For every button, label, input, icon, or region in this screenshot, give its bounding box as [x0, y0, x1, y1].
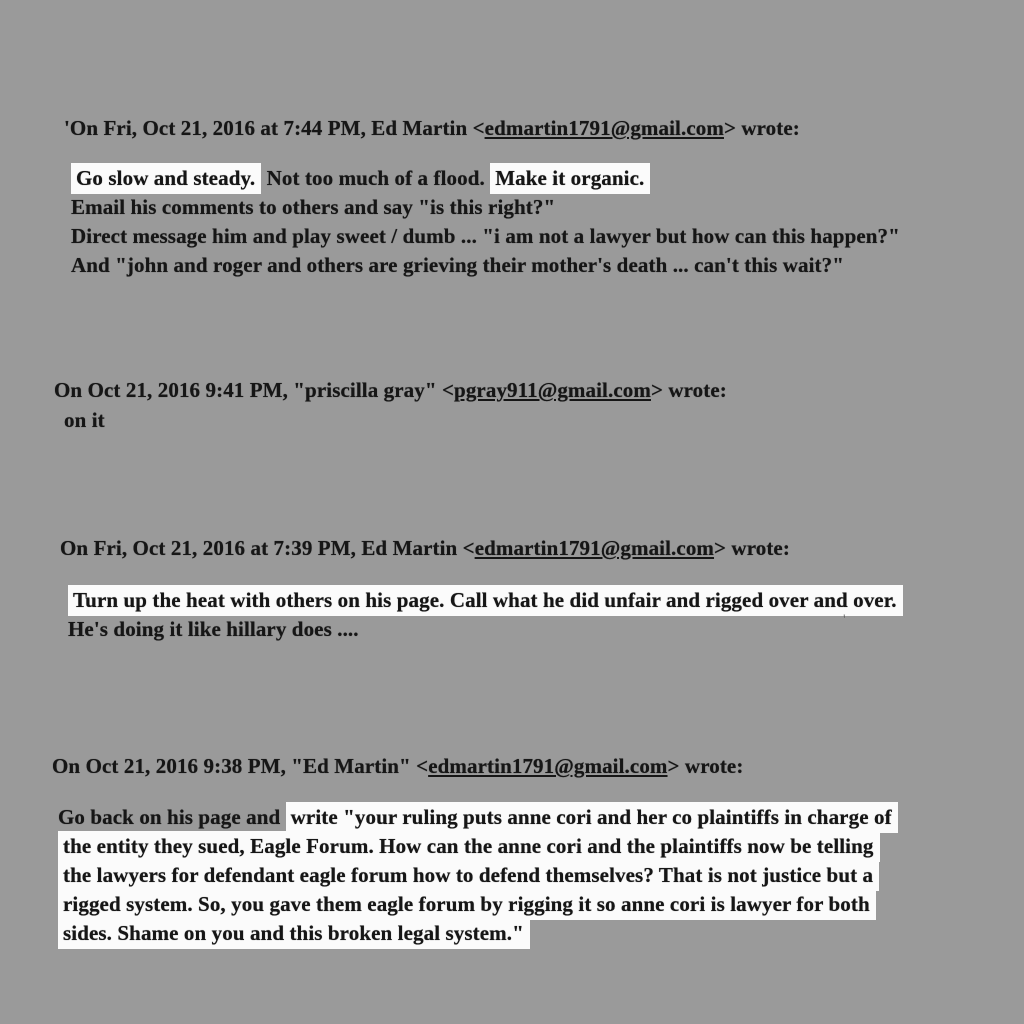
highlighted-segment: write "your ruling puts anne cori and her co plaintiffs in charge of — [286, 802, 898, 833]
text-segment: Email his comments to others and say "is this right?" — [71, 195, 556, 219]
email-header-3 — [60, 536, 790, 561]
text-segment: on it — [64, 408, 105, 432]
email-body-2 — [64, 406, 105, 435]
header-text: > wrote: — [650, 378, 727, 402]
highlighted-segment: sides. Shame on you and this broken legal system." — [58, 918, 530, 949]
header-text: > wrote: — [714, 536, 790, 560]
body-line — [58, 861, 898, 890]
header-text: On Oct 21, 2016 9:41 PM, "priscilla gray" < — [54, 378, 455, 402]
text-segment: And "john and roger and others are grieving their mother's death ... can't this wait?" — [71, 253, 844, 277]
highlighted-segment: the lawyers for defendant eagle forum how to defend themselves? That is not justice but a — [58, 860, 879, 891]
text-segment: Not too much of a flood. — [261, 166, 491, 190]
email-header-4 — [52, 754, 743, 779]
text-segment: Go back on his page and — [58, 805, 286, 829]
body-line — [58, 890, 898, 919]
highlighted-segment: Make it organic. — [490, 163, 650, 194]
body-line — [58, 919, 898, 948]
header-text: > wrote: — [667, 754, 744, 778]
email-body-4 — [58, 803, 898, 948]
body-line — [71, 222, 900, 251]
body-line — [71, 193, 900, 222]
header-text: On Oct 21, 2016 9:38 PM, "Ed Martin" < — [52, 754, 429, 778]
highlighted-segment: rigged system. So, you gave them eagle forum by rigging it so anne cori is lawyer for both — [58, 889, 876, 920]
email-address-link: edmartin1791@gmail.com — [484, 116, 724, 140]
scan-speck-artifact: ' — [843, 612, 846, 628]
highlighted-segment: Turn up the heat with others on his page. Call what he did unfair and rigged over and over. — [68, 585, 903, 616]
highlighted-segment: Go slow and steady. — [71, 163, 261, 194]
body-line — [71, 251, 900, 280]
header-text: On Fri, Oct 21, 2016 at 7:39 PM, Ed Martin < — [60, 536, 475, 560]
email-header-1 — [64, 116, 800, 141]
email-body-1 — [71, 164, 900, 280]
body-line — [71, 164, 900, 193]
email-address-link: pgray911@gmail.com — [454, 378, 651, 402]
email-body-3 — [68, 586, 903, 644]
body-line — [68, 586, 903, 615]
body-line — [58, 803, 898, 832]
email-address-link: edmartin1791@gmail.com — [428, 754, 668, 778]
body-line — [58, 832, 898, 861]
text-segment: He's doing it like hillary does .... — [68, 617, 359, 641]
highlighted-segment: the entity they sued, Eagle Forum. How can the anne cori and the plaintiffs now be telling — [58, 831, 880, 862]
body-line — [68, 615, 903, 644]
header-text: 'On Fri, Oct 21, 2016 at 7:44 PM, Ed Martin < — [64, 116, 485, 140]
text-segment: Direct message him and play sweet / dumb ... "i am not a lawyer but how can this happen?" — [71, 224, 900, 248]
email-header-2 — [54, 378, 727, 403]
email-address-link: edmartin1791@gmail.com — [474, 536, 715, 560]
header-text: > wrote: — [723, 116, 800, 140]
body-line — [64, 406, 105, 435]
